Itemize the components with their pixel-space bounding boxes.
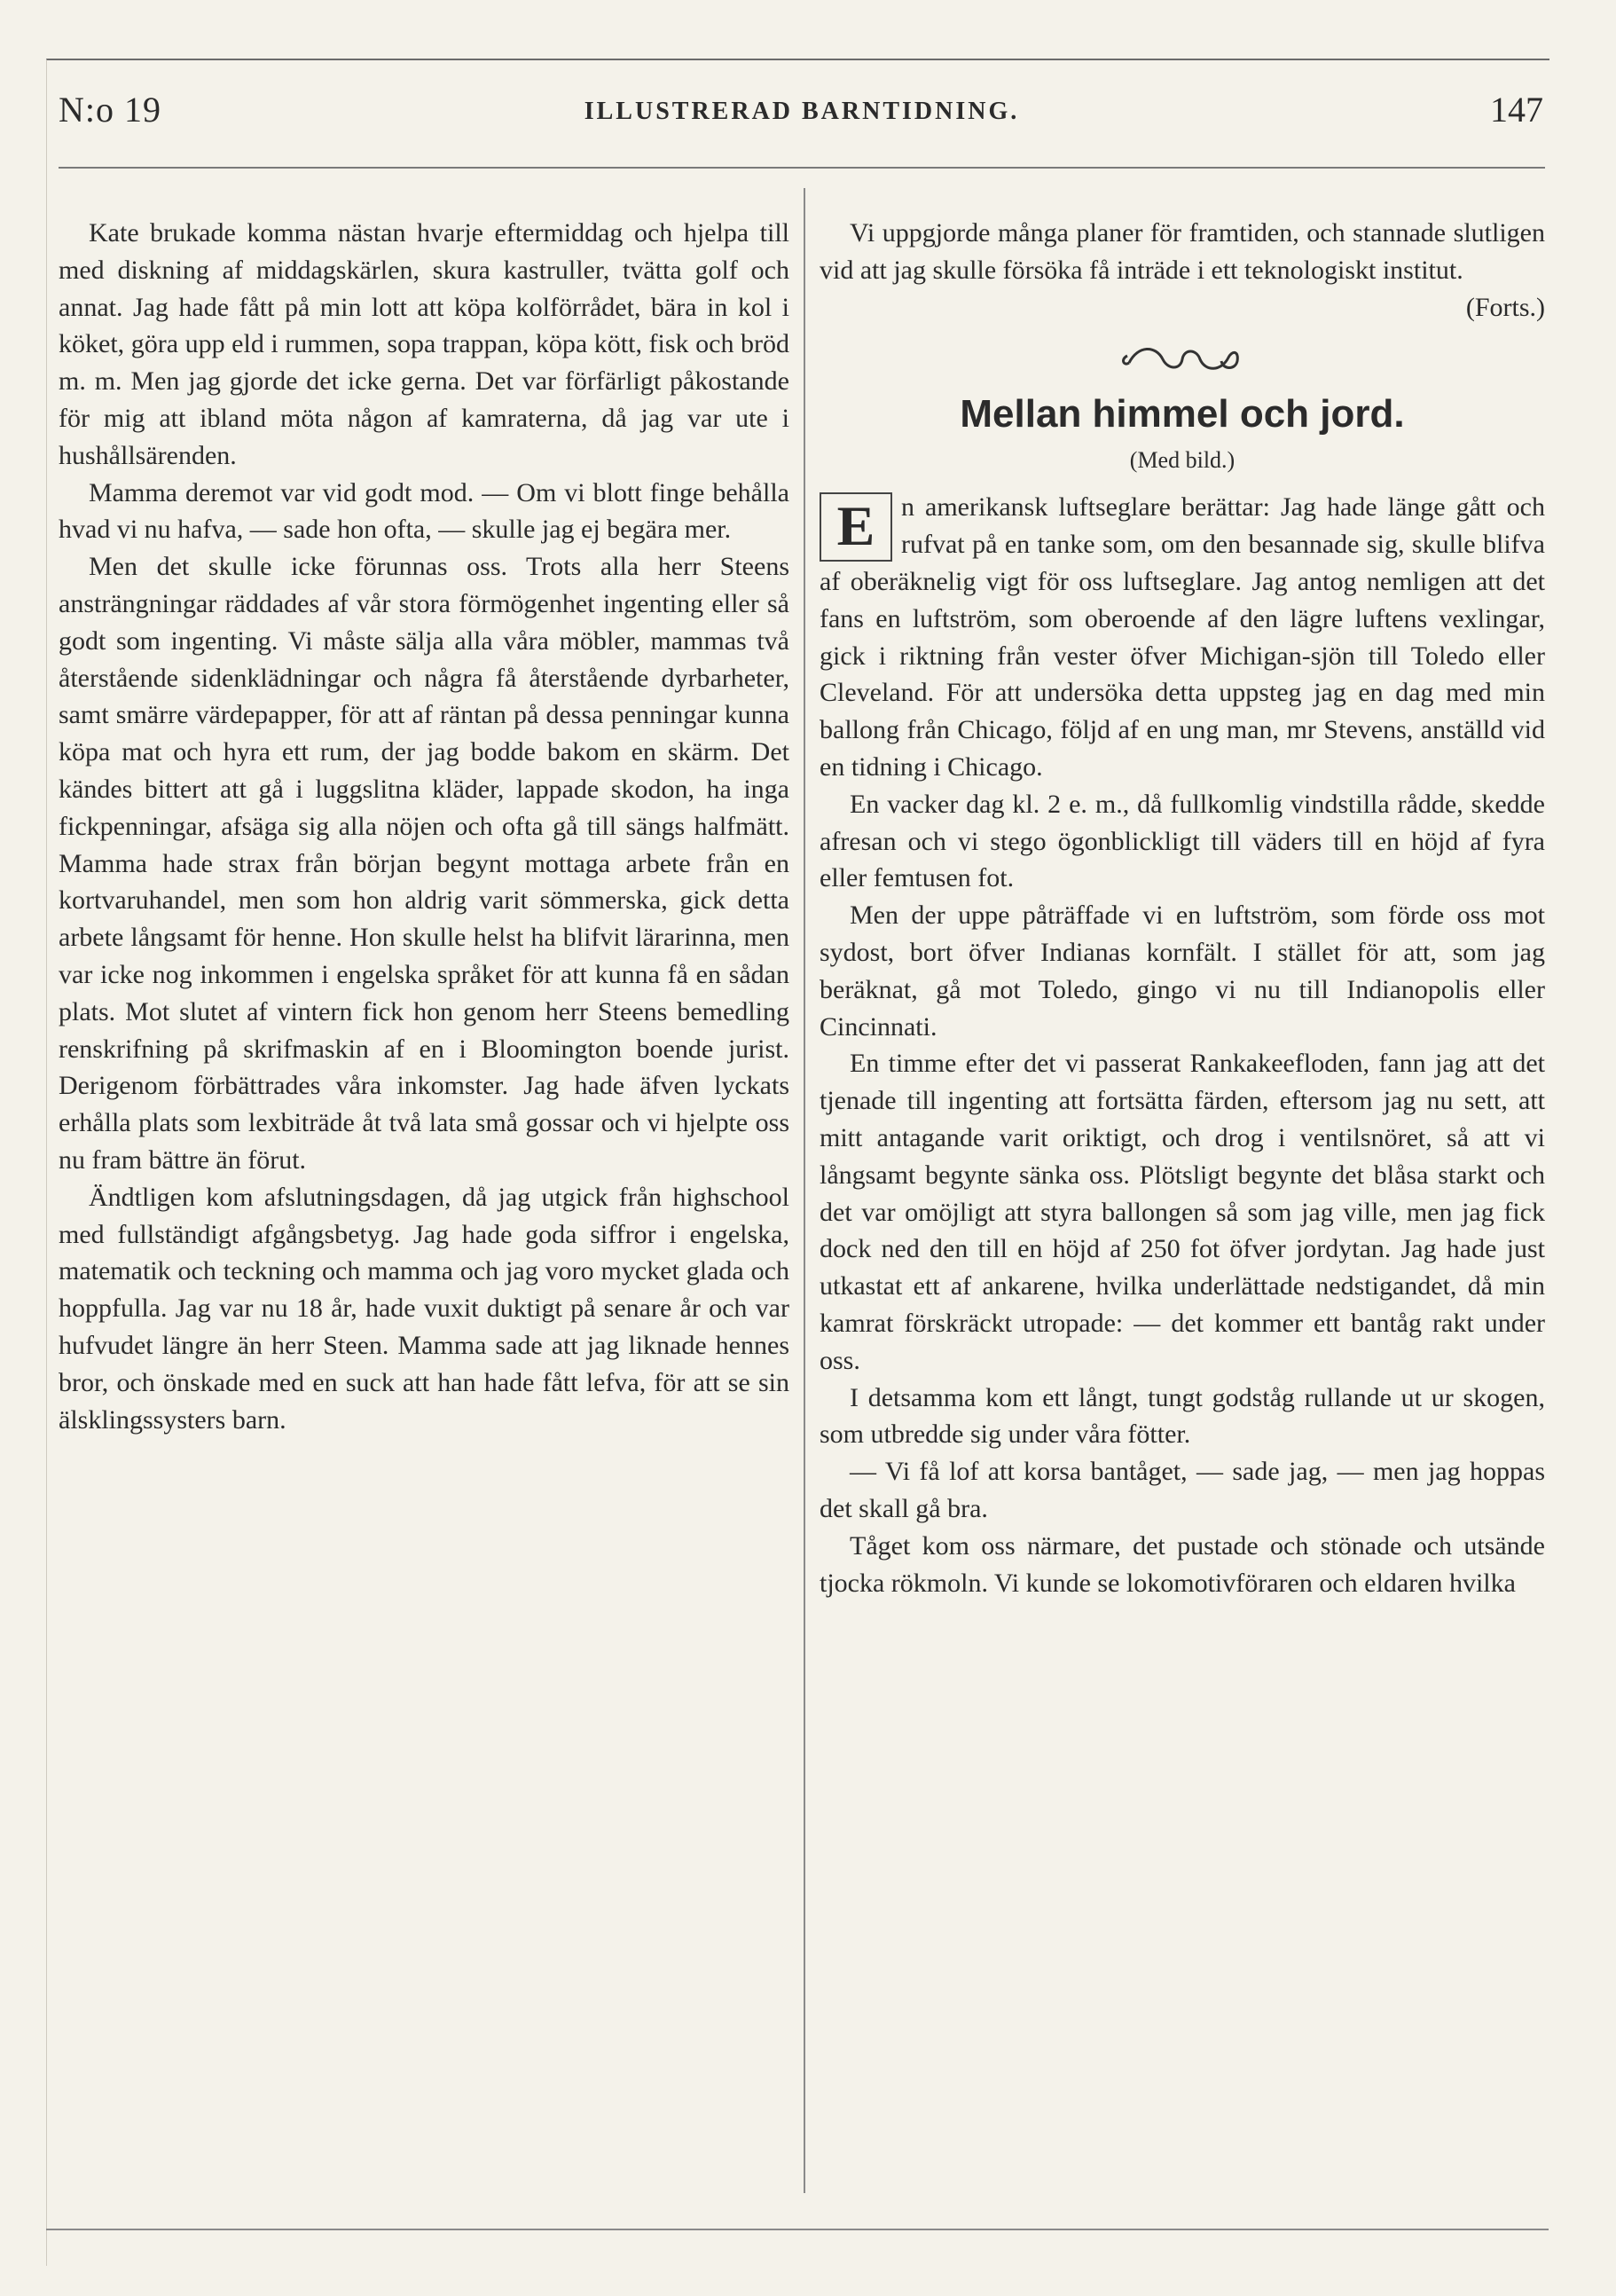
left-paragraph-2: Mamma deremot var vid godt mod. — Om vi blott finge behålla hvad vi nu hafva, — sade hon ofta, — skulle jag ej begära mer. bbox=[59, 477, 789, 545]
drop-cap-letter: E bbox=[820, 492, 892, 562]
article-subtitle: (Med bild.) bbox=[1129, 447, 1236, 474]
ornament-divider-icon bbox=[820, 340, 1545, 382]
article-first-paragraph bbox=[820, 489, 1545, 785]
article-title: Mellan himmel och jord. bbox=[960, 392, 1405, 436]
right-paragraph-2: Men der uppe påträffade vi en luftström, som förde oss mot sydost, bort öfver Indianas kornfält. I stället för att, som jag beräknat, gå mot Toledo, gingo vi nu till Indianopolis eller Cincinnati. bbox=[820, 900, 1545, 1042]
page-header bbox=[59, 78, 1545, 149]
continued-note: (Forts.) bbox=[1465, 292, 1545, 322]
issue-number: N:o 19 bbox=[59, 90, 161, 130]
right-paragraph-6: Tåget kom oss närmare, det pustade och stönade och utsände tjocka rökmoln. Vi kunde se lokomotivföraren och eldaren hvilka bbox=[820, 1530, 1545, 1598]
header-rule bbox=[59, 167, 1545, 169]
publication-title: ILLUSTRERAD BARNTIDNING. bbox=[584, 98, 1020, 125]
article-first-paragraph-text: n amerikansk luftseglare berättar: Jag hade länge gått och rufvat på en tanke som, om den besannade sig, skulle blifva af oberäknelig vigt för oss luftseglare. Jag antog nemligen att det fans en luftström, som oberoende af den lägre luftens vexlingar, gick i riktning från vester öfver Michigan-sjön till Toledo eller Cleveland. För att undersöka detta uppsteg jag en dag med min ballong från Chicago, följd af en ung man, mr Stevens, anställd vid en tidning i Chicago. bbox=[820, 492, 1545, 782]
bottom-rule bbox=[46, 2229, 1549, 2230]
right-opening-paragraph: Vi uppgjorde många planer för framtiden, och stannade slutligen vid att jag skulle försöka få inträde i ett teknologiskt institut. bbox=[820, 218, 1545, 285]
left-paragraph-3: Men det skulle icke förunnas oss. Trots alla herr Steens ansträngningar räddades af vår stora förmögenhet ingenting eller så godt som ingenting. Vi måste sälja alla våra möbler, mammas två återstående sidenklädningar och några få återstående dyrbarheter, samt smärre värdepapper, för att af räntan på dessa penningar kunna köpa mat och hyra ett rum, der jag bodde bakom en skärm. Det kändes bittert att gå i luggslitna kläder, lappade skodon, ha inga fickpenningar, afsäga sig alla nöjen och ofta gå till sängs halfmätt. Mamma hade strax från början begynt mottaga arbete från en kortvaruhandel, men som hon aldrig varit sömmerska, gick detta arbete långsamt för henne. Hon skulle helst ha blifvit lärarinna, men var icke nog inkommen i engelska språket för att kunna få en sådan plats. Mot slutet af vintern fick hon genom herr Steens bemedling renskrifning på skrifmaskin af en i Bloomington boende jurist. Derigenom förbättrades våra inkomster. Jag hade äfven lyckats erhålla plats som lexbiträde åt två lata små gossar och vi hjelpte oss nu fram bättre än förut. bbox=[59, 552, 789, 1175]
right-paragraph-5: — Vi få lof att korsa bantåget, — sade jag, — men jag hoppas det skall gå bra. bbox=[820, 1457, 1545, 1523]
right-column bbox=[820, 215, 1545, 1601]
right-paragraph-1: En vacker dag kl. 2 e. m., då fullkomlig vindstilla rådde, skedde afresan och vi stego ögonblickligt till väders till en höjd af fyra eller femtusen fot. bbox=[820, 789, 1545, 893]
left-paragraph-1: Kate brukade komma nästan hvarje eftermiddag och hjelpa till med diskning af middagskärlen, skura kastruller, tvätta golf och annat. Jag hade fått på min lott att köpa kolförrådet, bära in kol i köket, göra upp eld i rummen, sopa trappan, köpa kött, fisk och bröd m. m. Men jag gjorde det icke gerna. Det var förfärligt påkostande för mig att ibland möta någon af kamraterna, då jag var ute i hushållsärenden. bbox=[59, 218, 789, 470]
column-divider bbox=[804, 188, 805, 2193]
left-column bbox=[59, 215, 789, 1438]
right-paragraph-4: I detsamma kom ett långt, tungt godståg rullande ut ur skogen, som utbredde sig under våra fötter. bbox=[820, 1382, 1545, 1450]
right-paragraph-3: En timme efter det vi passerat Rankakeefloden, fann jag att det tjenade till ingenting att fortsätta färden, eftersom jag nu sett, att mitt antagande varit oriktigt, och drog i ventilsnöret, så att vi långsamt begynte sänka oss. Plötsligt begynte det blåsa starkt och det var omöjligt att styra ballongen så som jag ville, men jag fick dock ned den till en höjd af 250 fot öfver jordytan. Jag hade just utkastat ett af ankarene, hvilka underlättade nedstigandet, då min kamrat förskräckt utropade: — det kommer ett bantåg rakt under oss. bbox=[820, 1049, 1545, 1375]
page-number: 147 bbox=[1490, 90, 1543, 130]
left-paragraph-4: Ändtligen kom afslutningsdagen, då jag utgick från highschool med fullständigt afgångsbetyg. Jag hade goda siffror i engelska, matematik och teckning och mamma och jag voro mycket glada och hoppfulla. Jag var nu 18 år, hade vuxit duktigt på senare år och var hufvudet längre än herr Steen. Mamma sade att jag liknade hennes bror, och önskade med en suck att han hade fått lefva, för att se sin älsklingssysters barn. bbox=[59, 1182, 789, 1435]
